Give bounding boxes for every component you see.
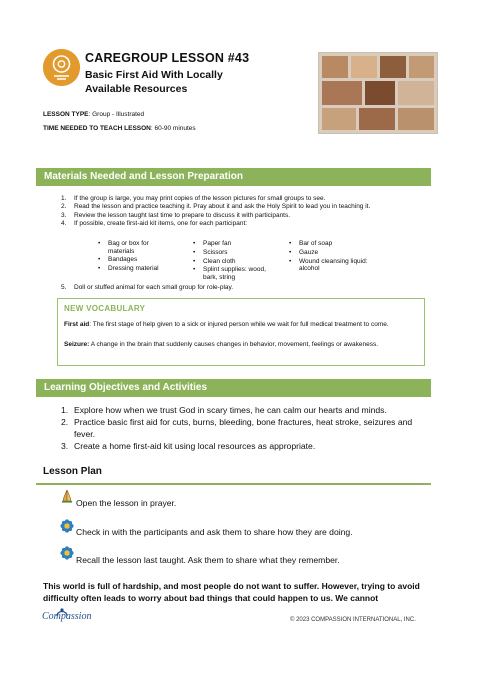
plan-step-2: Check in with the participants and ask them to share how they are doing.: [76, 527, 353, 537]
vocabulary-title: NEW VOCABULARY: [64, 304, 146, 313]
lesson-illustration: [318, 52, 438, 134]
list-item: 1. If the group is large, you may print copies of the lesson pictures for small groups to see.: [61, 195, 326, 202]
objectives-list: [61, 405, 429, 453]
list-item: • Bar of soap: [289, 240, 333, 247]
materials-list: [61, 195, 434, 228]
list-item: 4. If possible, create first-aid kit items, one for each participant:: [61, 219, 248, 227]
list-item: 1. Explore how when we trust God in scary times, he can calm our hearts and minds.: [61, 405, 387, 415]
flower-icon: [60, 546, 74, 560]
list-item: • Wound cleansing liquid: alcohol: [289, 257, 368, 273]
materials-list-continued: [61, 284, 434, 292]
kit-column-2: [193, 240, 273, 283]
list-item: • Bag or box for materials: [98, 240, 149, 255]
plan-step-3: Recall the lesson last taught. Ask them to share what they remember.: [76, 555, 340, 565]
lesson-paragraph: This world is full of hardship, and most people do not want to suffer. However, trying to avoid difficulty often leads to worry about bad things that could happen to us. We cannot: [43, 581, 420, 603]
lesson-logo-icon: [43, 49, 80, 86]
list-item: • Bandages: [98, 256, 138, 264]
list-item: • Clean cloth: [193, 257, 236, 265]
list-item: • Paper fan: [193, 240, 232, 247]
list-item: • Dressing material: [98, 265, 159, 273]
kit-column-1: [98, 240, 166, 274]
vocabulary-first-aid: First aid: The first stage of help given to a sick or injured person while we wait for full medical treatment to come.: [64, 321, 389, 328]
list-item: • Gauze: [289, 248, 319, 256]
materials-heading: Materials Needed and Lesson Preparation: [36, 168, 431, 186]
plan-step-1: Open the lesson in prayer.: [76, 498, 177, 508]
copyright: © 2023 COMPASSION INTERNATIONAL, INC.: [290, 617, 416, 623]
vocabulary-seizure: Seizure: A change in the brain that suddenly causes changes in behavior, movement, feelings or awakeness.: [64, 341, 379, 348]
lesson-plan-heading: Lesson Plan: [43, 466, 102, 477]
list-item: 2. Read the lesson and practice teaching it. Pray about it and ask the Holy Spirit to lead you in teaching it.: [61, 203, 371, 211]
list-item: 3. Create a home first-aid kit using local resources as appropriate.: [61, 441, 316, 452]
list-item: 2. Practice basic first aid for cuts, burns, bleeding, bone fractures, heat stroke, seizures and fever.: [61, 417, 413, 439]
praying-hands-icon: [60, 489, 74, 503]
compassion-logo: Compassion: [42, 611, 92, 622]
list-item: 5. Doll or stuffed animal for each small group for role-play.: [61, 284, 234, 291]
lesson-subtitle: Basic First Aid With Locally Available Resources: [85, 69, 223, 95]
lesson-plan-divider: [36, 483, 431, 485]
list-item: 3. Review the lesson taught last time to prepare to discuss it with participants.: [61, 211, 291, 219]
list-item: • Splint supplies: wood, bark, string: [193, 266, 266, 281]
lesson-time: TIME NEEDED TO TEACH LESSON: 60-90 minutes: [43, 125, 196, 132]
objectives-heading: Learning Objectives and Activities: [36, 379, 431, 397]
list-item: • Scissors: [193, 248, 228, 256]
lesson-title: CAREGROUP LESSON #43: [85, 51, 250, 65]
flower-icon: [60, 519, 74, 533]
kit-column-3: [289, 240, 373, 274]
lesson-type: LESSON TYPE: Group - Illustrated: [43, 111, 145, 118]
